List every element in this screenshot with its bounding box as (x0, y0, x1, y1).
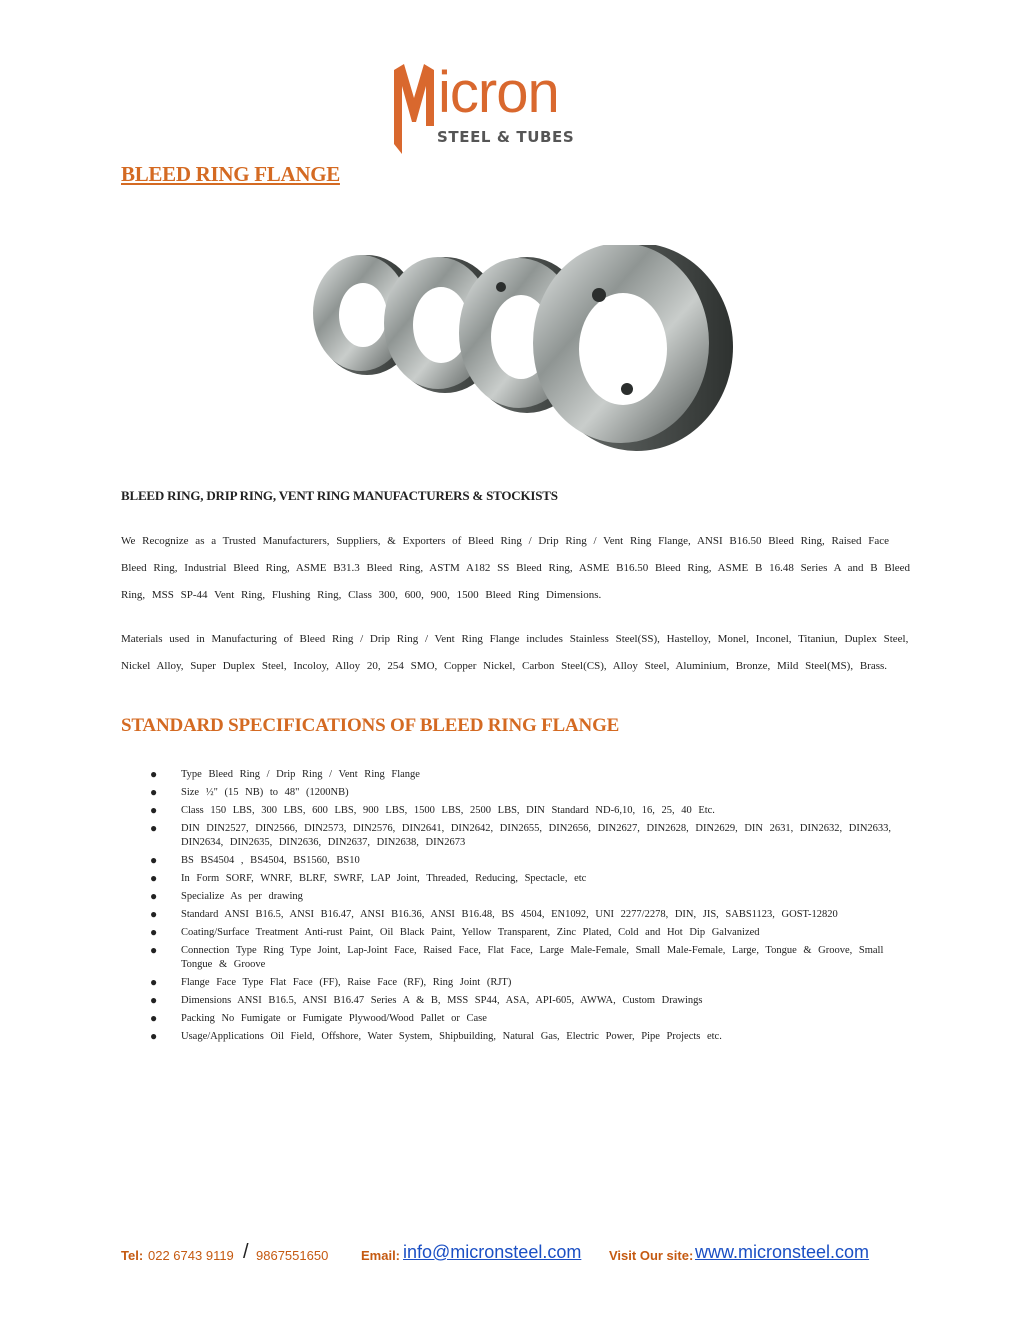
specifications-heading: STANDARD SPECIFICATIONS OF BLEED RING FLANGE (121, 715, 620, 736)
spec-item: ● Class 150 LBS, 300 LBS, 600 LBS, 900 LBS, 1500 LBS, 2500 LBS, DIN Standard ND-6,10, 16, 25, 40 Etc. (150, 803, 715, 817)
bullet-icon: ● (150, 853, 158, 867)
logo-m-icon (392, 58, 436, 158)
bullet-icon: ● (150, 975, 158, 989)
site-label: Visit Our site: (609, 1248, 694, 1263)
phone-separator: / (243, 1241, 249, 1263)
email-label: Email: (361, 1248, 401, 1263)
bullet-icon: ● (150, 871, 158, 885)
bullet-icon: ● (150, 889, 158, 903)
spec-item: ● Packing No Fumigate or Fumigate Plywood/Wood Pallet or Case (150, 1011, 487, 1025)
spec-item: ● BS BS4504 , BS4504, BS1560, BS10 (150, 853, 360, 867)
bullet-icon: ● (150, 993, 158, 1007)
bleed-ring-flanges-photo (305, 245, 735, 455)
bullet-icon: ● (150, 943, 158, 957)
bullet-icon: ● (150, 785, 158, 799)
page-title: BLEED RING FLANGE (121, 162, 340, 186)
spec-item: ● Flange Face Type Flat Face (FF), Raise Face (RF), Ring Joint (RJT) (150, 975, 512, 989)
contact-footer (121, 1240, 921, 1270)
spec-item: ● Type Bleed Ring / Drip Ring / Vent Ring Flange (150, 767, 420, 781)
bullet-icon: ● (150, 1029, 158, 1043)
spec-item: ● Usage/Applications Oil Field, Offshore, Water System, Shipbuilding, Natural Gas, Electric Power, Pipe Projects etc. (150, 1029, 722, 1043)
spec-item: ● Size ½" (15 NB) to 48" (1200NB) (150, 785, 349, 799)
spec-item: ● Dimensions ANSI B16.5, ANSI B16.47 Series A & B, MSS SP44, ASA, API-605, AWWA, Custom Drawings (150, 993, 703, 1007)
spec-item: ● Specialize As per drawing (150, 889, 303, 903)
manufacturers-subheading: BLEED RING, DRIP RING, VENT RING MANUFACTURERS & STOCKISTS (121, 488, 558, 503)
bullet-icon: ● (150, 925, 158, 939)
tel-label: Tel: (121, 1248, 144, 1263)
spec-item: ● In Form SORF, WNRF, BLRF, SWRF, LAP Joint, Threaded, Reducing, Spectacle, etc (150, 871, 587, 885)
website-link[interactable]: www.micronsteel.com (695, 1242, 870, 1262)
bullet-icon: ● (150, 1011, 158, 1025)
tel-number: 022 6743 9119 (148, 1248, 234, 1263)
bullet-icon: ● (150, 907, 158, 921)
spec-item: ● DIN DIN2527, DIN2566, DIN2573, DIN2576, DIN2641, DIN2642, DIN2655, DIN2656, DIN2627, DIN2628, DIN2629, DIN 2631, DIN2632, DIN2633, DIN2634, DIN2635, DIN2636, DIN2637, DIN2638, DIN2673 (150, 821, 892, 848)
materials-paragraph: Materials used in Manufacturing of Bleed Ring / Drip Ring / Vent Ring Flange includes Stainless Steel(SS), Hastelloy, Monel, Inconel, Titaniun, Duplex Steel, Nickel Alloy, Super Duplex Steel, Incoloy, Alloy 20, 254 SMO, Copper Nickel, Carbon Steel(CS), Alloy Steel, Aluminium, Bronze, Mild Steel(MS), Brass. (121, 633, 909, 672)
spec-item: ● Coating/Surface Treatment Anti-rust Paint, Oil Black Paint, Yellow Transparent, Zinc Plated, Cold and Hot Dip Galvanized (150, 925, 760, 939)
ring-4 (533, 245, 733, 451)
email-link[interactable]: info@micronsteel.com (403, 1242, 582, 1262)
logo-wordmark: icron (438, 60, 559, 125)
bullet-icon: ● (150, 803, 158, 817)
spec-item: ● Standard ANSI B16.5, ANSI B16.47, ANSI B16.36, ANSI B16.48, BS 4504, EN1092, UNI 2277/2278, DIN, JIS, SABS1123, GOST-12820 (150, 907, 838, 921)
bullet-icon: ● (150, 767, 158, 781)
company-logo (392, 58, 642, 158)
mobile-number: 9867551650 (256, 1248, 329, 1263)
intro-paragraph: We Recognize as a Trusted Manufacturers, Suppliers, & Exporters of Bleed Ring / Drip Ring / Vent Ring Flange, ANSI B16.50 Bleed Ring, Raised Face Bleed Ring, Industrial Bleed Ring, ASME B31.3 Bleed Ring, ASTM A182 SS Bleed Ring, ASME B16.50 Bleed Ring, ASME B 16.48 Series A and B Bleed Ring, MSS SP-44 Vent Ring, Flushing Ring, Class 300, 600, 900, 1500 Bleed Ring Dimensions. (121, 535, 911, 601)
spec-item: ● Connection Type Ring Type Joint, Lap-Joint Face, Raised Face, Flat Face, Large Male-Female, Small Male-Female, Large, Tongue & Groove, Small Tongue & Groove (150, 943, 884, 970)
specifications-list (150, 768, 910, 1048)
bullet-icon: ● (150, 821, 158, 835)
logo-subtitle: STEEL & TUBES (437, 128, 575, 146)
